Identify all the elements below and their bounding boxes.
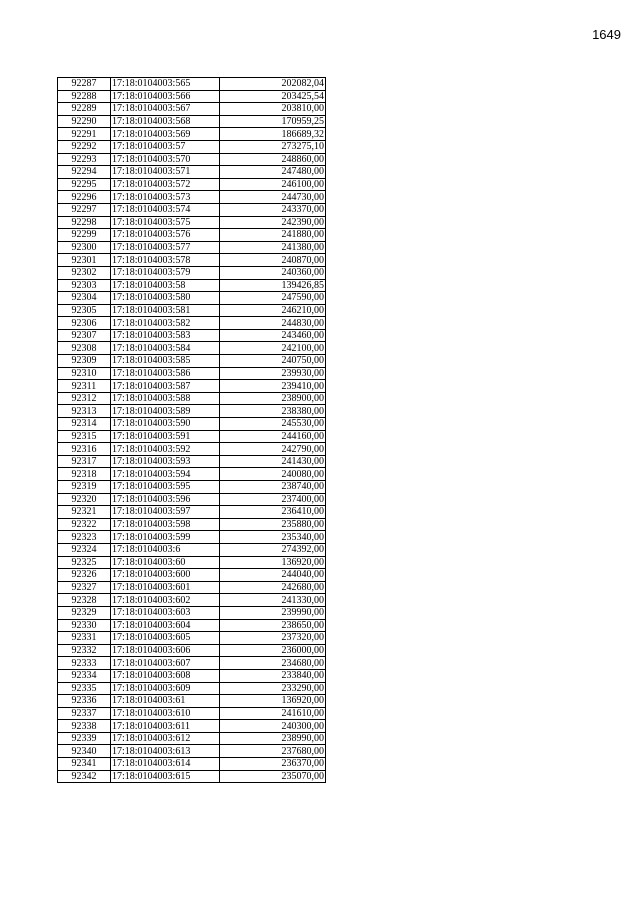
table-row (58, 317, 326, 330)
cadastral-value-cell: 239410,00 (220, 380, 326, 393)
table-row (58, 115, 326, 128)
cadastral-value-cell: 136920,00 (220, 695, 326, 708)
cadastral-number-cell: 17:18:0104003:604 (111, 619, 220, 632)
table-row (58, 405, 326, 418)
cadastral-number-cell: 17:18:0104003:584 (111, 342, 220, 355)
table-row (58, 78, 326, 91)
cadastral-value-cell: 233290,00 (220, 682, 326, 695)
cadastral-value-cell: 239990,00 (220, 606, 326, 619)
table-row (58, 657, 326, 670)
cadastral-value-cell: 186689,32 (220, 128, 326, 141)
row-number-cell: 92301 (58, 254, 111, 267)
table-row (58, 669, 326, 682)
table-row (58, 103, 326, 116)
cadastral-value-cell: 240360,00 (220, 266, 326, 279)
row-number-cell: 92339 (58, 732, 111, 745)
table-row (58, 128, 326, 141)
table-row (58, 266, 326, 279)
table-row (58, 569, 326, 582)
table-row (58, 745, 326, 758)
table-row (58, 153, 326, 166)
row-number-cell: 92307 (58, 329, 111, 342)
cadastral-value-cell: 274392,00 (220, 543, 326, 556)
table-row (58, 758, 326, 771)
cadastral-value-cell: 203810,00 (220, 103, 326, 116)
cadastral-number-cell: 17:18:0104003:605 (111, 632, 220, 645)
table-row (58, 632, 326, 645)
row-number-cell: 92341 (58, 758, 111, 771)
row-number-cell: 92323 (58, 531, 111, 544)
table-row (58, 770, 326, 783)
cadastral-number-cell: 17:18:0104003:615 (111, 770, 220, 783)
cadastral-value-cell: 241430,00 (220, 455, 326, 468)
cadastral-number-cell: 17:18:0104003:570 (111, 153, 220, 166)
cadastral-value-cell: 245530,00 (220, 418, 326, 431)
row-number-cell: 92320 (58, 493, 111, 506)
cadastral-number-cell: 17:18:0104003:614 (111, 758, 220, 771)
row-number-cell: 92309 (58, 355, 111, 368)
cadastral-value-cell: 238900,00 (220, 392, 326, 405)
cadastral-number-cell: 17:18:0104003:585 (111, 355, 220, 368)
row-number-cell: 92337 (58, 707, 111, 720)
row-number-cell: 92305 (58, 304, 111, 317)
table-row (58, 695, 326, 708)
cadastral-number-cell: 17:18:0104003:568 (111, 115, 220, 128)
row-number-cell: 92304 (58, 292, 111, 305)
cadastral-number-cell: 17:18:0104003:60 (111, 556, 220, 569)
row-number-cell: 92291 (58, 128, 111, 141)
cadastral-number-cell: 17:18:0104003:566 (111, 90, 220, 103)
cadastral-value-cell: 139426,85 (220, 279, 326, 292)
row-number-cell: 92303 (58, 279, 111, 292)
cadastral-number-cell: 17:18:0104003:578 (111, 254, 220, 267)
cadastral-value-cell: 238380,00 (220, 405, 326, 418)
table-row (58, 304, 326, 317)
table-row (58, 732, 326, 745)
cadastral-value-cell: 235340,00 (220, 531, 326, 544)
row-number-cell: 92318 (58, 468, 111, 481)
cadastral-number-cell: 17:18:0104003:571 (111, 166, 220, 179)
table-row (58, 241, 326, 254)
cadastral-number-cell: 17:18:0104003:601 (111, 581, 220, 594)
cadastral-value-cell: 238740,00 (220, 481, 326, 494)
row-number-cell: 92332 (58, 644, 111, 657)
table-row (58, 518, 326, 531)
table-row (58, 707, 326, 720)
table-body (58, 78, 326, 783)
table-row (58, 543, 326, 556)
cadastral-value-cell: 136920,00 (220, 556, 326, 569)
cadastral-number-cell: 17:18:0104003:586 (111, 367, 220, 380)
row-number-cell: 92312 (58, 392, 111, 405)
cadastral-number-cell: 17:18:0104003:567 (111, 103, 220, 116)
cadastral-number-cell: 17:18:0104003:595 (111, 481, 220, 494)
cadastral-value-cell: 244040,00 (220, 569, 326, 582)
table-row (58, 342, 326, 355)
cadastral-value-cell: 235070,00 (220, 770, 326, 783)
row-number-cell: 92329 (58, 606, 111, 619)
cadastral-number-cell: 17:18:0104003:597 (111, 506, 220, 519)
row-number-cell: 92330 (58, 619, 111, 632)
table-row (58, 216, 326, 229)
table-row (58, 279, 326, 292)
cadastral-number-cell: 17:18:0104003:587 (111, 380, 220, 393)
cadastral-number-cell: 17:18:0104003:598 (111, 518, 220, 531)
cadastral-number-cell: 17:18:0104003:576 (111, 229, 220, 242)
table-row (58, 606, 326, 619)
table-row (58, 90, 326, 103)
table-row (58, 481, 326, 494)
cadastral-number-cell: 17:18:0104003:596 (111, 493, 220, 506)
table-row (58, 178, 326, 191)
table-row (58, 556, 326, 569)
row-number-cell: 92302 (58, 266, 111, 279)
row-number-cell: 92288 (58, 90, 111, 103)
table-row (58, 468, 326, 481)
cadastral-number-cell: 17:18:0104003:573 (111, 191, 220, 204)
cadastral-number-cell: 17:18:0104003:579 (111, 266, 220, 279)
cadastral-value-cell: 240080,00 (220, 468, 326, 481)
row-number-cell: 92310 (58, 367, 111, 380)
table-row (58, 581, 326, 594)
table-row (58, 682, 326, 695)
cadastral-number-cell: 17:18:0104003:612 (111, 732, 220, 745)
row-number-cell: 92296 (58, 191, 111, 204)
cadastral-number-cell: 17:18:0104003:602 (111, 594, 220, 607)
row-number-cell: 92316 (58, 443, 111, 456)
cadastral-value-cell: 244730,00 (220, 191, 326, 204)
table-row (58, 493, 326, 506)
cadastral-number-cell: 17:18:0104003:610 (111, 707, 220, 720)
cadastral-number-cell: 17:18:0104003:613 (111, 745, 220, 758)
table-row (58, 418, 326, 431)
cadastral-value-cell: 242100,00 (220, 342, 326, 355)
row-number-cell: 92321 (58, 506, 111, 519)
cadastral-value-cell: 170959,25 (220, 115, 326, 128)
cadastral-number-cell: 17:18:0104003:575 (111, 216, 220, 229)
row-number-cell: 92297 (58, 203, 111, 216)
table-row (58, 380, 326, 393)
row-number-cell: 92334 (58, 669, 111, 682)
row-number-cell: 92317 (58, 455, 111, 468)
cadastral-number-cell: 17:18:0104003:607 (111, 657, 220, 670)
cadastral-value-cell: 239930,00 (220, 367, 326, 380)
table-row (58, 355, 326, 368)
row-number-cell: 92328 (58, 594, 111, 607)
row-number-cell: 92308 (58, 342, 111, 355)
row-number-cell: 92342 (58, 770, 111, 783)
row-number-cell: 92326 (58, 569, 111, 582)
row-number-cell: 92340 (58, 745, 111, 758)
row-number-cell: 92336 (58, 695, 111, 708)
table-row (58, 367, 326, 380)
cadastral-value-table (57, 77, 326, 783)
cadastral-number-cell: 17:18:0104003:6 (111, 543, 220, 556)
row-number-cell: 92290 (58, 115, 111, 128)
row-number-cell: 92311 (58, 380, 111, 393)
row-number-cell: 92294 (58, 166, 111, 179)
cadastral-number-cell: 17:18:0104003:603 (111, 606, 220, 619)
cadastral-number-cell: 17:18:0104003:593 (111, 455, 220, 468)
table-row (58, 506, 326, 519)
cadastral-number-cell: 17:18:0104003:582 (111, 317, 220, 330)
cadastral-value-cell: 241330,00 (220, 594, 326, 607)
table-row (58, 292, 326, 305)
cadastral-number-cell: 17:18:0104003:581 (111, 304, 220, 317)
cadastral-value-cell: 242680,00 (220, 581, 326, 594)
cadastral-value-cell: 233840,00 (220, 669, 326, 682)
row-number-cell: 92289 (58, 103, 111, 116)
table-row (58, 140, 326, 153)
row-number-cell: 92298 (58, 216, 111, 229)
cadastral-value-cell: 238650,00 (220, 619, 326, 632)
cadastral-value-cell: 246210,00 (220, 304, 326, 317)
cadastral-number-cell: 17:18:0104003:57 (111, 140, 220, 153)
cadastral-number-cell: 17:18:0104003:574 (111, 203, 220, 216)
row-number-cell: 92295 (58, 178, 111, 191)
row-number-cell: 92292 (58, 140, 111, 153)
row-number-cell: 92331 (58, 632, 111, 645)
cadastral-value-cell: 235880,00 (220, 518, 326, 531)
table-row (58, 254, 326, 267)
table-row (58, 443, 326, 456)
cadastral-number-cell: 17:18:0104003:608 (111, 669, 220, 682)
cadastral-value-cell: 236000,00 (220, 644, 326, 657)
table-row (58, 229, 326, 242)
cadastral-number-cell: 17:18:0104003:572 (111, 178, 220, 191)
cadastral-value-cell: 238990,00 (220, 732, 326, 745)
cadastral-value-cell: 241380,00 (220, 241, 326, 254)
cadastral-value-cell: 237320,00 (220, 632, 326, 645)
cadastral-number-cell: 17:18:0104003:577 (111, 241, 220, 254)
cadastral-value-cell: 202082,04 (220, 78, 326, 91)
cadastral-number-cell: 17:18:0104003:590 (111, 418, 220, 431)
row-number-cell: 92324 (58, 543, 111, 556)
table-row (58, 329, 326, 342)
table-row (58, 166, 326, 179)
cadastral-value-cell: 234680,00 (220, 657, 326, 670)
row-number-cell: 92313 (58, 405, 111, 418)
cadastral-value-cell: 242390,00 (220, 216, 326, 229)
cadastral-number-cell: 17:18:0104003:611 (111, 720, 220, 733)
cadastral-value-cell: 237680,00 (220, 745, 326, 758)
cadastral-value-cell: 242790,00 (220, 443, 326, 456)
cadastral-number-cell: 17:18:0104003:589 (111, 405, 220, 418)
cadastral-value-cell: 240750,00 (220, 355, 326, 368)
row-number-cell: 92322 (58, 518, 111, 531)
cadastral-value-cell: 244160,00 (220, 430, 326, 443)
cadastral-value-cell: 241880,00 (220, 229, 326, 242)
table-row (58, 594, 326, 607)
table-row (58, 531, 326, 544)
cadastral-number-cell: 17:18:0104003:591 (111, 430, 220, 443)
row-number-cell: 92306 (58, 317, 111, 330)
cadastral-value-cell: 247590,00 (220, 292, 326, 305)
cadastral-value-cell: 247480,00 (220, 166, 326, 179)
cadastral-number-cell: 17:18:0104003:580 (111, 292, 220, 305)
cadastral-value-cell: 244830,00 (220, 317, 326, 330)
cadastral-value-cell: 241610,00 (220, 707, 326, 720)
cadastral-value-cell: 243370,00 (220, 203, 326, 216)
cadastral-value-cell: 240300,00 (220, 720, 326, 733)
cadastral-value-cell: 243460,00 (220, 329, 326, 342)
table-row (58, 203, 326, 216)
cadastral-number-cell: 17:18:0104003:61 (111, 695, 220, 708)
row-number-cell: 92335 (58, 682, 111, 695)
row-number-cell: 92319 (58, 481, 111, 494)
cadastral-value-cell: 246100,00 (220, 178, 326, 191)
table-row (58, 430, 326, 443)
cadastral-number-cell: 17:18:0104003:594 (111, 468, 220, 481)
cadastral-value-cell: 203425,54 (220, 90, 326, 103)
cadastral-number-cell: 17:18:0104003:569 (111, 128, 220, 141)
cadastral-number-cell: 17:18:0104003:609 (111, 682, 220, 695)
row-number-cell: 92327 (58, 581, 111, 594)
table-row (58, 619, 326, 632)
cadastral-number-cell: 17:18:0104003:583 (111, 329, 220, 342)
page-number: 1649 (592, 27, 621, 42)
row-number-cell: 92338 (58, 720, 111, 733)
cadastral-value-cell: 240870,00 (220, 254, 326, 267)
row-number-cell: 92287 (58, 78, 111, 91)
table-row (58, 455, 326, 468)
cadastral-number-cell: 17:18:0104003:599 (111, 531, 220, 544)
cadastral-number-cell: 17:18:0104003:592 (111, 443, 220, 456)
table-row (58, 392, 326, 405)
row-number-cell: 92293 (58, 153, 111, 166)
row-number-cell: 92299 (58, 229, 111, 242)
cadastral-number-cell: 17:18:0104003:600 (111, 569, 220, 582)
cadastral-number-cell: 17:18:0104003:588 (111, 392, 220, 405)
row-number-cell: 92325 (58, 556, 111, 569)
cadastral-number-cell: 17:18:0104003:58 (111, 279, 220, 292)
table-row (58, 191, 326, 204)
row-number-cell: 92300 (58, 241, 111, 254)
cadastral-value-cell: 248860,00 (220, 153, 326, 166)
cadastral-value-cell: 236410,00 (220, 506, 326, 519)
row-number-cell: 92315 (58, 430, 111, 443)
table-row (58, 720, 326, 733)
cadastral-number-cell: 17:18:0104003:565 (111, 78, 220, 91)
cadastral-value-cell: 273275,10 (220, 140, 326, 153)
row-number-cell: 92333 (58, 657, 111, 670)
cadastral-value-cell: 237400,00 (220, 493, 326, 506)
cadastral-value-cell: 236370,00 (220, 758, 326, 771)
row-number-cell: 92314 (58, 418, 111, 431)
cadastral-number-cell: 17:18:0104003:606 (111, 644, 220, 657)
table-row (58, 644, 326, 657)
